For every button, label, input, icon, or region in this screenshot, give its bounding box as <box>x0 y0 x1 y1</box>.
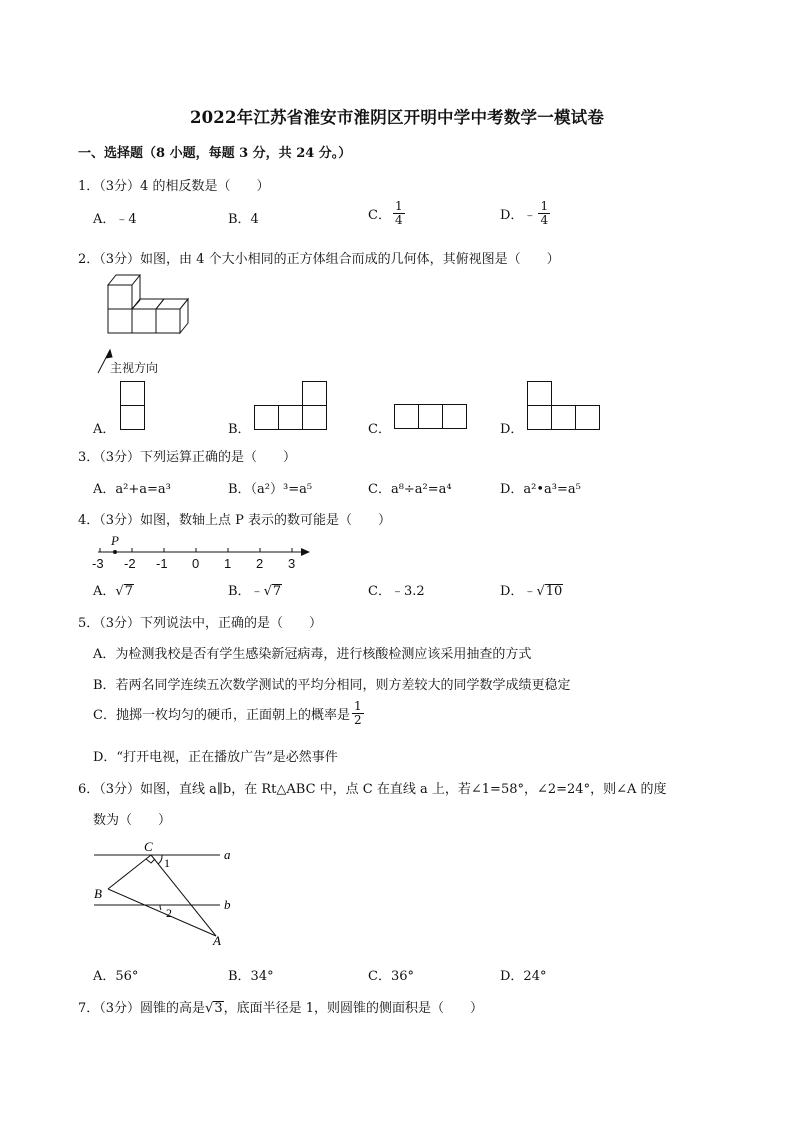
q5-option-b[interactable]: B．若两名同学连续五次数学测试的平均分相同，则方差较大的同学数学成绩更稳定 <box>93 678 571 693</box>
number-line-ticks <box>92 556 322 572</box>
denominator: 2 <box>353 713 362 727</box>
radicand: 7 <box>272 584 282 599</box>
q1-option-d[interactable] <box>500 200 550 227</box>
radicand: 10 <box>545 584 563 599</box>
q2-option-d[interactable]: D． <box>500 422 524 437</box>
q2-option-d-figure <box>526 380 604 432</box>
q5-option-c[interactable] <box>93 700 364 727</box>
q3-option-a[interactable]: A．a²+a=a³ <box>93 482 171 497</box>
fraction <box>352 700 364 727</box>
q2-option-b[interactable]: B． <box>228 422 251 437</box>
label-a-vertex: A <box>213 933 221 948</box>
page-title: 2022年江苏省淮安市淮阴区开明中学中考数学一模试卷 <box>189 108 605 127</box>
numerator: 1 <box>394 199 403 213</box>
tick-label: 1 <box>224 556 232 571</box>
option-label: D．﹣ <box>500 584 537 599</box>
q1-option-c-label: C． <box>368 208 391 223</box>
fraction <box>393 200 405 227</box>
q2-option-c-figure <box>393 403 469 431</box>
section-heading: 一、选择题（8 小题，每题 3 分，共 24 分。） <box>78 146 352 161</box>
view-direction-label: 主视方向 <box>110 361 159 375</box>
option-label: B．﹣ <box>228 584 264 599</box>
question-2-stem: 2．（3分）如图，由 4 个大小相同的正方体组合而成的几何体，其俯视图是（ ） <box>78 252 560 267</box>
question-3-stem: 3．（3分）下列运算正确的是（ ） <box>78 450 297 465</box>
numerator: 1 <box>540 199 549 213</box>
q6-option-a[interactable]: A．56° <box>93 969 139 984</box>
question-7-stem <box>78 997 483 1016</box>
q4-option-c[interactable]: C．﹣3.2 <box>368 584 425 599</box>
label-line-b: b <box>224 897 231 912</box>
label-angle-1: 1 <box>164 856 170 870</box>
tick-label: -3 <box>92 556 104 571</box>
tick-label: -1 <box>156 556 168 571</box>
q3-option-d[interactable]: D．a²•a³=a⁵ <box>500 482 581 497</box>
q4-option-d[interactable] <box>500 580 563 599</box>
q6-option-b[interactable]: B．34° <box>228 969 274 984</box>
q5-option-d[interactable]: D．“打开电视，正在播放广告”是必然事件 <box>93 750 338 765</box>
numerator: 1 <box>353 699 362 713</box>
q3-option-c[interactable]: C．a⁸÷a²=a⁴ <box>368 482 452 497</box>
sqrt: √3 <box>205 1001 223 1016</box>
q2-option-b-figure <box>253 380 329 432</box>
q4-option-a[interactable] <box>93 580 134 599</box>
q4-option-b[interactable] <box>228 580 282 599</box>
sqrt: √10 <box>536 584 563 599</box>
q2-option-c[interactable]: C． <box>368 422 391 437</box>
point-p-label: P <box>111 533 119 548</box>
tick-label: -2 <box>124 556 136 571</box>
radicand: 7 <box>124 584 133 599</box>
q2-option-a-figure <box>118 380 148 432</box>
denominator: 4 <box>540 213 549 227</box>
label-b-vertex: B <box>94 886 102 901</box>
label-line-a: a <box>224 847 231 862</box>
q6-option-c[interactable]: C．36° <box>368 969 414 984</box>
question-5-stem: 5．（3分）下列说法中，正确的是（ ） <box>78 616 323 631</box>
q5-option-a[interactable]: A．为检测我校是否有学生感染新冠病毒，进行核酸检测应该采用抽查的方式 <box>93 647 532 662</box>
tick-label: 3 <box>288 556 296 571</box>
tick-label: 2 <box>256 556 264 571</box>
q1-option-d-label: D．﹣ <box>500 208 537 223</box>
tick-label: 0 <box>192 556 200 571</box>
point-p-marker <box>113 550 117 554</box>
q1-option-a[interactable]: A．﹣4 <box>93 212 137 227</box>
sqrt: √7 <box>263 584 282 599</box>
q1-option-c[interactable] <box>368 200 405 227</box>
q2-option-a[interactable]: A． <box>93 422 116 437</box>
q3-option-b[interactable]: B．（a²）³=a⁵ <box>228 482 313 497</box>
radicand: 3 <box>214 1001 223 1016</box>
question-6-stem-line2: 数为（ ） <box>93 813 172 828</box>
label-c: C <box>144 839 153 854</box>
fraction <box>538 200 550 227</box>
sqrt: √7 <box>115 584 133 599</box>
question-1-stem: 1．（3分）4 的相反数是（ ） <box>78 179 270 194</box>
q6-option-d[interactable]: D．24° <box>500 969 547 984</box>
option-text: C．抛掷一枚均匀的硬币，正面朝上的概率是 <box>93 708 350 723</box>
label-angle-2: 2 <box>166 906 172 920</box>
q6-geometry-figure <box>88 838 248 948</box>
stem-text: 7．（3分）圆锥的高是 <box>78 1001 206 1016</box>
question-4-stem: 4．（3分）如图，数轴上点 P 表示的数可能是（ ） <box>78 513 392 528</box>
denominator: 4 <box>394 213 403 227</box>
stem-text: ，底面半径是 1，则圆锥的侧面积是（ ） <box>223 1001 484 1016</box>
question-6-stem-line1: 6．（3分）如图，直线 a∥b，在 Rt△ABC 中，点 C 在直线 a 上，若∠1=58°，∠2=24°，则∠A 的度 <box>78 782 667 797</box>
option-label: A． <box>93 584 116 599</box>
q1-option-b[interactable]: B．4 <box>228 212 259 227</box>
